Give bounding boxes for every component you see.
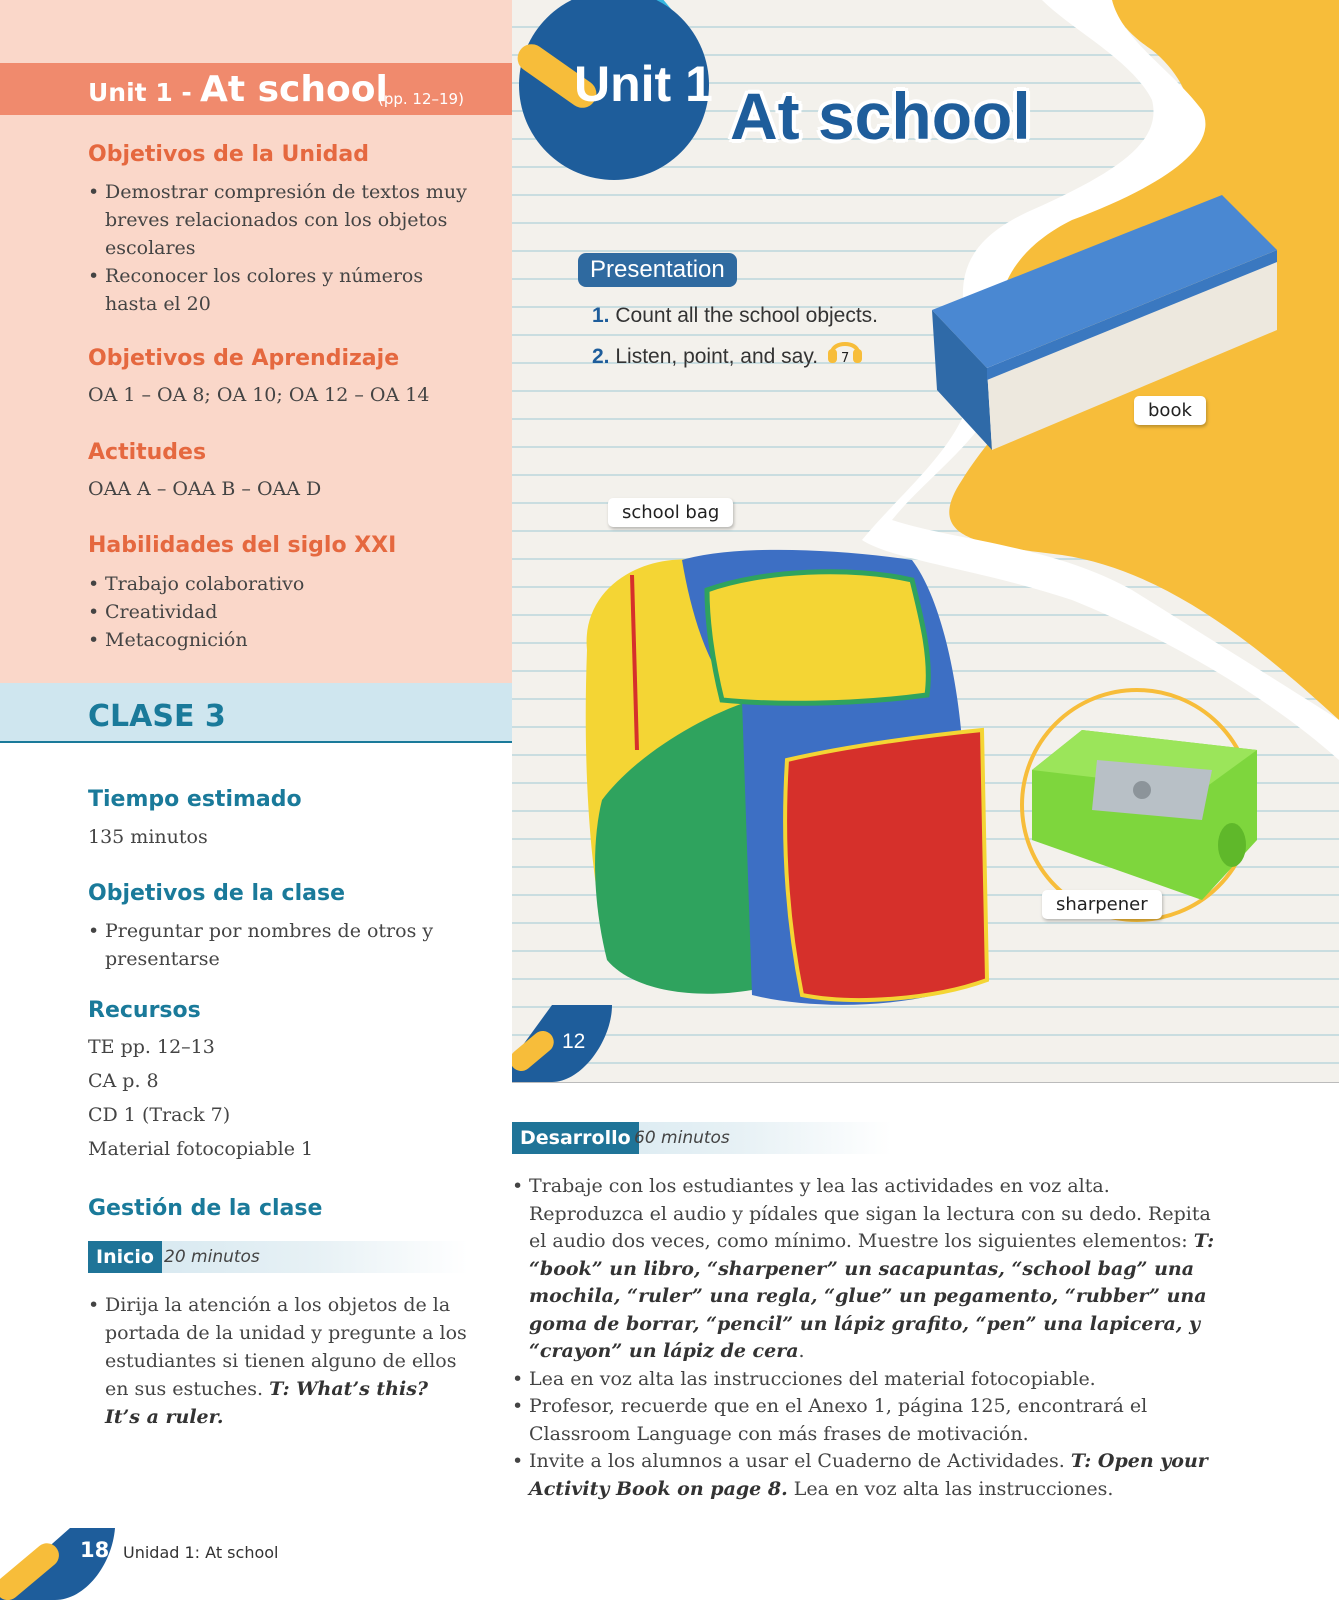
actitudes-text: OAA A – OAA B – OAA D (88, 478, 322, 500)
book-page-number: 12 (562, 1030, 586, 1053)
recurso-item: Material fotocopiable 1 (88, 1138, 314, 1160)
objetivos-aprendizaje-text: OA 1 – OA 8; OA 10; OA 12 – OA 14 (88, 384, 430, 406)
recursos-heading: Recursos (88, 998, 201, 1023)
recurso-item: CA p. 8 (88, 1070, 159, 1092)
recurso-item: TE pp. 12–13 (88, 1036, 215, 1058)
inicio-tag (88, 1241, 468, 1273)
instruction-text: Count all the school objects. (615, 304, 879, 327)
clase-title: CLASE 3 (88, 699, 226, 734)
desarrollo-item-end: . (798, 1340, 805, 1362)
page-title: At school (730, 79, 1031, 153)
school-bag-image (586, 550, 987, 1005)
list-item: • Demostrar compresión de textos muy breves relacionados con los objetos escolares (88, 178, 478, 262)
unit-title: At school (200, 69, 388, 110)
desarrollo-label: Desarrollo (512, 1122, 639, 1154)
unit-badge-text: Unit 1 (574, 56, 713, 112)
tiempo-value: 135 minutos (88, 826, 208, 848)
footer-page-number: 18 (80, 1538, 110, 1562)
list-item (88, 1291, 468, 1431)
list-item: • Preguntar por nombres de otros y presentarse (88, 917, 478, 973)
list-item: • Creatividad (88, 598, 478, 626)
objetivos-clase-heading: Objetivos de la clase (88, 881, 345, 906)
instruction-number: 2. (592, 345, 610, 368)
list-item (512, 1173, 1222, 1366)
inicio-minutes: 20 minutos (164, 1247, 260, 1267)
inicio-emphasis: T: What’s this? It’s a ruler. (105, 1378, 429, 1428)
list-item: • Lea en voz alta las instrucciones del material fotocopiable. (512, 1366, 1222, 1394)
habilidades-list (88, 570, 478, 654)
desarrollo-tag (512, 1122, 892, 1154)
list-item (512, 1448, 1222, 1503)
clase-band (0, 683, 512, 743)
unit-banner (0, 63, 512, 115)
list-item: • Metacognición (88, 626, 478, 654)
desarrollo-item-emphasis: T: “book” un libro, “sharpener” un sacapuntas, “school bag” una mochila, “ruler” una regla, “glue” un pegamento, “rubber” una goma de borrar, “pencil” un lápiz grafito, “pen” una lapicera, y “crayon” un lápiz de cera (529, 1230, 1215, 1362)
instruction-1 (592, 304, 878, 328)
objetivos-unidad-heading: Objetivos de la Unidad (88, 142, 369, 167)
objetivos-clase-list (88, 917, 478, 973)
book-label: book (1134, 396, 1206, 425)
sharpener-label: sharpener (1042, 890, 1162, 919)
recurso-item: CD 1 (Track 7) (88, 1104, 231, 1126)
student-book-page (512, 0, 1339, 1083)
objetivos-unidad-list (88, 178, 478, 318)
presentation-badge: Presentation (578, 253, 737, 287)
audio-track-number: 7 (841, 351, 850, 366)
list-item: • Reconocer los colores y números hasta el 20 (88, 262, 478, 318)
list-item: • Profesor, recuerde que en el Anexo 1, página 125, encontrará el Classroom Language con más frases de motivación. (512, 1393, 1222, 1448)
unit-label: Unit 1 - (88, 78, 192, 107)
objetivos-aprendizaje-heading: Objetivos de Aprendizaje (88, 346, 400, 371)
unit-pages: (pp. 12–19) (378, 90, 464, 108)
instruction-text: Listen, point, and say. (615, 345, 819, 368)
desarrollo-minutes: 60 minutos (634, 1128, 730, 1148)
desarrollo-item-end: Lea en voz alta las instrucciones. (793, 1477, 1114, 1500)
desarrollo-list (512, 1173, 1222, 1503)
desarrollo-item-text: Invite a los alumnos a usar el Cuaderno de Actividades. (529, 1450, 1065, 1472)
page-artwork (512, 0, 1339, 1082)
instruction-2 (592, 345, 818, 369)
list-item: • Trabajo colaborativo (88, 570, 478, 598)
desarrollo-item-emphasis: T: Open your Activity Book on page 8. (529, 1450, 1208, 1500)
inicio-label: Inicio (88, 1241, 162, 1273)
habilidades-heading: Habilidades del siglo XXI (88, 533, 397, 558)
sharpener-image (1022, 690, 1257, 920)
instruction-number: 1. (592, 304, 610, 327)
desarrollo-item-text: Trabaje con los estudiantes y lea las actividades en voz alta. Reproduzca el audio y pídales que sigan la lectura con su dedo. Repita el audio dos veces, como mínimo. Muestre los siguientes elementos: (529, 1175, 1211, 1252)
footer-text: Unidad 1: At school (123, 1543, 279, 1562)
gestion-heading: Gestión de la clase (88, 1196, 323, 1221)
inicio-text: Dirija la atención a los objetos de la portada de la unidad y pregunte a los estudiantes si tienen alguno de ellos en sus estuches. (105, 1294, 467, 1400)
inicio-list (88, 1291, 468, 1431)
tiempo-heading: Tiempo estimado (88, 787, 302, 812)
actitudes-heading: Actitudes (88, 440, 207, 465)
school-bag-label: school bag (608, 498, 733, 527)
